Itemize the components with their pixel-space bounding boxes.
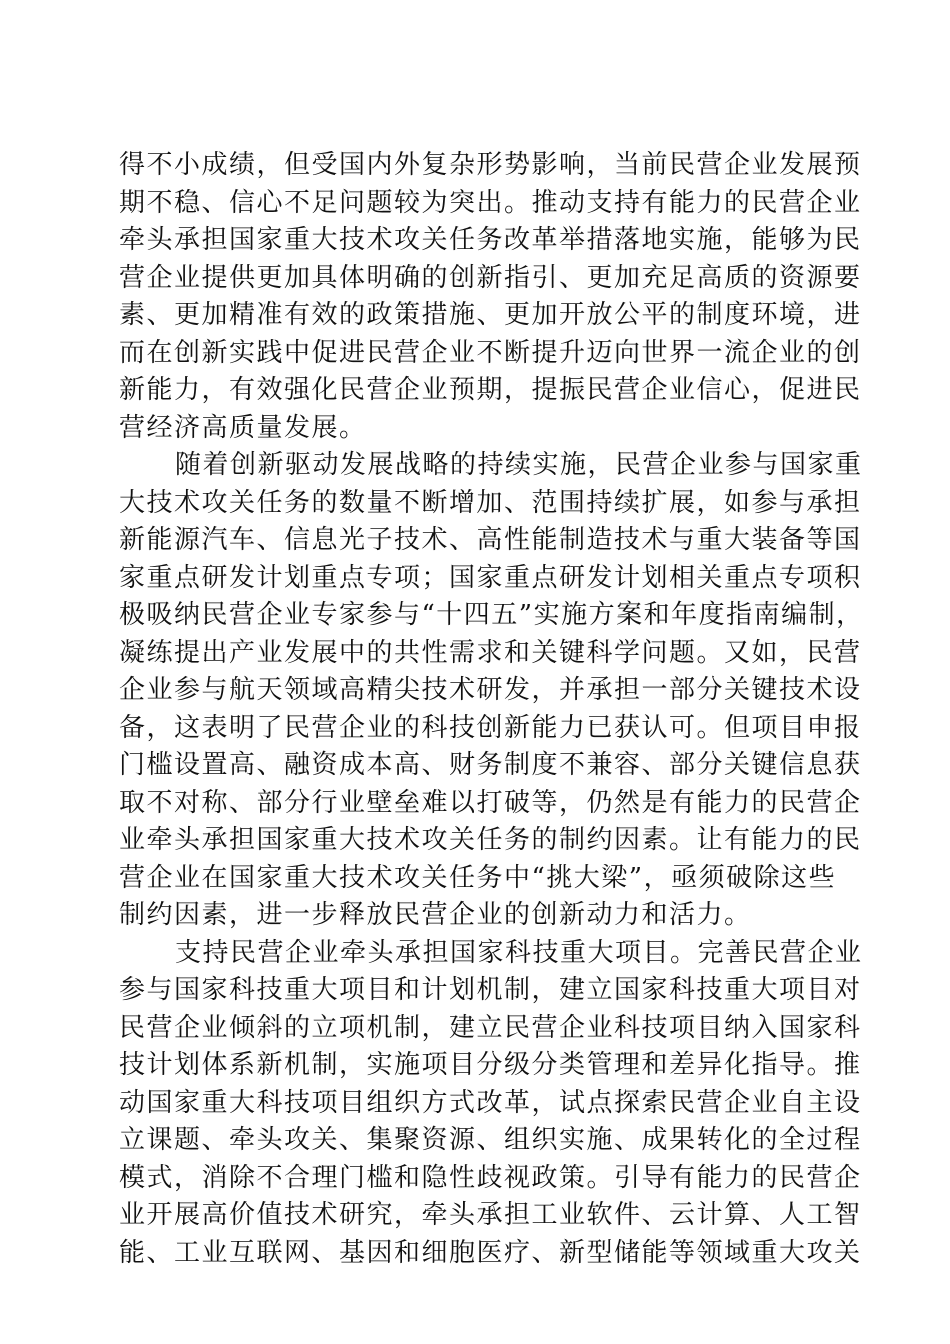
text-line: 备，这表明了民营企业的科技创新能力已获认可。但项目申报 — [119, 712, 862, 743]
text-line: 新能源汽车、信息光子技术、高性能制造技术与重大装备等国 — [119, 525, 862, 555]
paragraph-start-line: 支持民营企业牵头承担国家科技重大项目。完善民营企业 — [175, 937, 863, 968]
text-line: 大技术攻关任务的数量不断增加、范围持续扩展，如参与承担 — [119, 487, 862, 518]
paragraph-start-line: 随着创新驱动发展战略的持续实施，民营企业参与国家重 — [175, 450, 863, 480]
text-line: 民营企业倾斜的立项机制，建立民营企业科技项目纳入国家科 — [119, 1012, 862, 1043]
body-text — [119, 147, 864, 1272]
text-line: 立课题、牵头攻关、集聚资源、组织实施、成果转化的全过程 — [119, 1125, 862, 1155]
text-line: 业牵头承担国家重大技术攻关任务的制约因素。让有能力的民 — [119, 825, 862, 855]
text-line: 牵头承担国家重大技术攻关任务改革举措落地实施，能够为民 — [119, 225, 862, 255]
text-line: 技计划体系新机制，实施项目分级分类管理和差异化指导。推 — [119, 1050, 862, 1080]
text-line: 能、工业互联网、基因和细胞医疗、新型储能等领域重大攻关 — [119, 1237, 862, 1268]
text-line: 模式，消除不合理门槛和隐性歧视政策。引导有能力的民营企 — [119, 1162, 862, 1193]
text-line: 素、更加精准有效的政策措施、更加开放公平的制度环境，进 — [119, 300, 862, 330]
text-line: 取不对称、部分行业壁垒难以打破等，仍然是有能力的民营企 — [119, 787, 862, 818]
text-line: 期不稳、信心不足问题较为突出。推动支持有能力的民营企业 — [119, 187, 862, 218]
text-line: 参与国家科技重大项目和计划机制，建立国家科技重大项目对 — [119, 975, 862, 1005]
text-line: 营企业在国家重大技术攻关任务中“挑大梁”，亟须破除这些 — [119, 862, 837, 893]
text-line: 家重点研发计划重点专项；国家重点研发计划相关重点专项积 — [119, 562, 862, 593]
text-line: 而在创新实践中促进民营企业不断提升迈向世界一流企业的创 — [119, 337, 862, 368]
text-line: 得不小成绩，但受国内外复杂形势影响，当前民营企业发展预 — [119, 150, 862, 180]
text-line: 企业参与航天领域高精尖技术研发，并承担一部分关键技术设 — [119, 675, 862, 705]
text-line: 营经济高质量发展。 — [119, 412, 367, 443]
text-line: 动国家重大科技项目组织方式改革，试点探索民营企业自主设 — [119, 1087, 862, 1118]
text-line: 极吸纳民营企业专家参与“十四五”实施方案和年度指南编制， — [119, 600, 864, 630]
text-line: 凝练提出产业发展中的共性需求和关键科学问题。又如，民营 — [119, 637, 862, 668]
text-line: 门槛设置高、融资成本高、财务制度不兼容、部分关键信息获 — [119, 750, 862, 780]
text-line: 营企业提供更加具体明确的创新指引、更加充足高质的资源要 — [119, 262, 862, 293]
text-line: 制约因素，进一步释放民营企业的创新动力和活力。 — [119, 900, 752, 930]
text-line: 新能力，有效强化民营企业预期，提振民营企业信心，促进民 — [119, 375, 862, 405]
text-line: 业开展高价值技术研究，牵头承担工业软件、云计算、人工智 — [119, 1200, 862, 1230]
